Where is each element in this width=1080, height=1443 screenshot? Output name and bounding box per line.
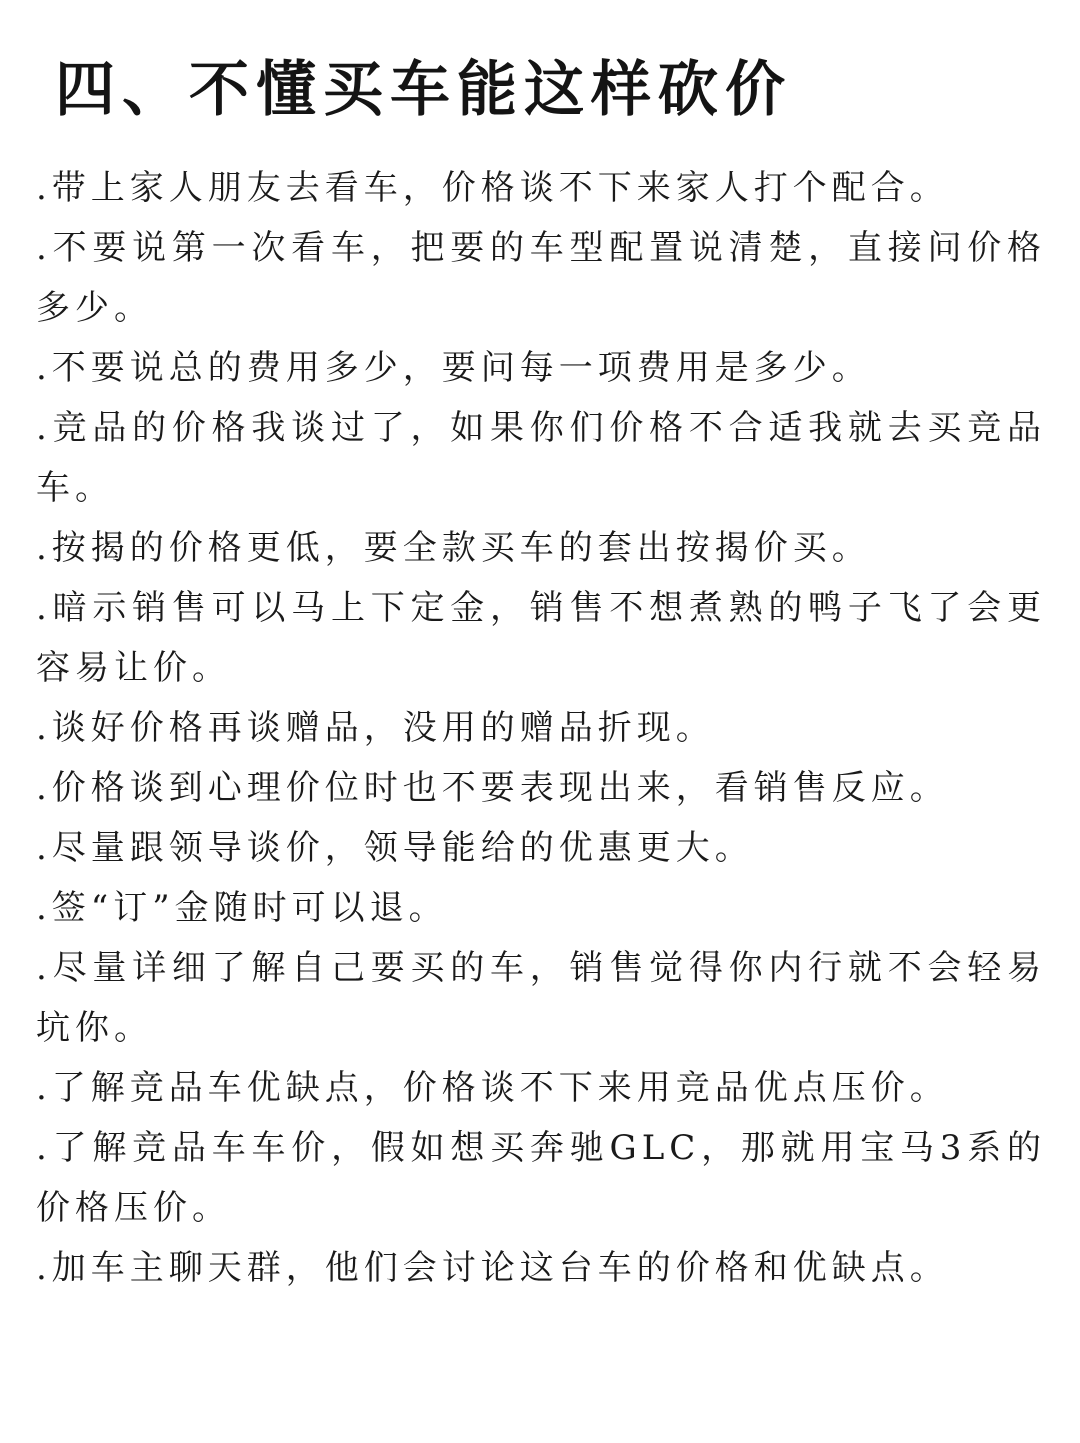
tip-item: .尽量跟领导谈价，领导能给的优惠更大。	[36, 828, 754, 868]
tip-item: .加车主聊天群，他们会讨论这台车的价格和优缺点。	[36, 1248, 949, 1288]
tip-item: .不要说总的费用多少，要问每一项费用是多少。	[36, 348, 871, 388]
tip-item: .了解竞品车车价，假如想买奔驰GLC，那就用宝马3系的价格压价。	[36, 1128, 1046, 1228]
tip-item: .签“订”金随时可以退。	[36, 888, 448, 928]
page-title: 四、不懂买车能这样砍价	[55, 55, 792, 125]
tip-item: .按揭的价格更低，要全款买车的套出按揭价买。	[36, 528, 871, 568]
tip-item: .谈好价格再谈赠品，没用的赠品折现。	[36, 708, 715, 748]
tips-list	[36, 158, 1046, 1298]
tip-item: .不要说第一次看车，把要的车型配置说清楚，直接问价格多少。	[36, 228, 1046, 328]
tip-item: .暗示销售可以马上下定金，销售不想煮熟的鸭子飞了会更容易让价。	[36, 588, 1046, 688]
tip-item: .尽量详细了解自己要买的车，销售觉得你内行就不会轻易坑你。	[36, 948, 1046, 1048]
tip-item: .带上家人朋友去看车，价格谈不下来家人打个配合。	[36, 168, 949, 208]
tip-item: .竞品的价格我谈过了，如果你们价格不合适我就去买竞品车。	[36, 408, 1046, 508]
tip-item: .了解竞品车优缺点，价格谈不下来用竞品优点压价。	[36, 1068, 949, 1108]
tip-item: .价格谈到心理价位时也不要表现出来，看销售反应。	[36, 768, 949, 808]
